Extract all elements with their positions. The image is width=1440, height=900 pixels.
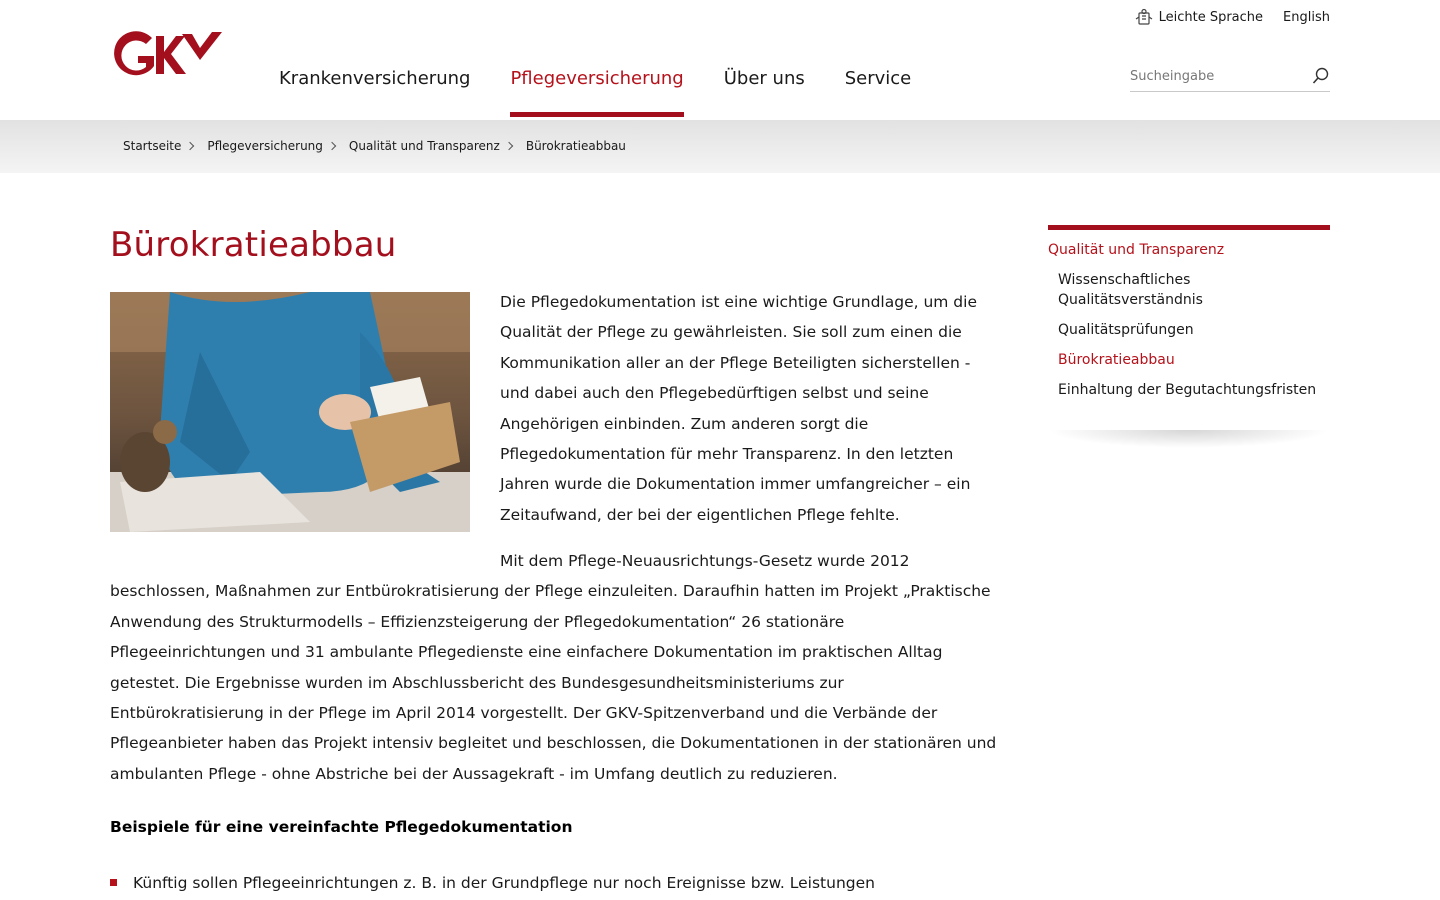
nav-service[interactable]: Service (844, 68, 912, 89)
search-icon[interactable] (1312, 67, 1330, 85)
search-box (1130, 62, 1330, 92)
chevron-right-icon (186, 142, 194, 150)
breadcrumb-qualitaet[interactable]: Qualität und Transparenz (348, 139, 500, 153)
section-nav (1048, 225, 1330, 410)
main-nav (279, 0, 911, 120)
article-image (110, 292, 470, 532)
sidebar-item-qualitaetspruefungen[interactable]: Qualitätsprüfungen (1058, 322, 1194, 338)
sidebar-item-qualitaetsverstaendnis[interactable]: Wissenschaftliches Qualitätsverständnis (1058, 272, 1203, 308)
page-title: Bürokratieabbau (110, 225, 397, 265)
search-input[interactable] (1130, 69, 1300, 84)
sidebar-item-begutachtungsfristen[interactable]: Einhaltung der Begutachtungsfristen (1058, 382, 1317, 398)
easy-language-icon (1135, 8, 1153, 26)
easy-language-link[interactable] (1135, 8, 1263, 26)
utility-nav (1135, 8, 1330, 26)
breadcrumb (123, 139, 626, 153)
nav-pflegeversicherung[interactable]: Pflegeversicherung (510, 0, 683, 120)
breadcrumb-current: Bürokratieabbau (525, 139, 626, 153)
examples-heading: Beispiele für eine vereinfachte Pflegedokumentation (110, 818, 573, 836)
nav-krankenversicherung[interactable]: Krankenversicherung (279, 68, 471, 89)
list-item-text: Künftig sollen Pflegeeinrichtungen z. B. in der Grundpflege nur noch Ereignisse bzw. Leistungen (133, 874, 875, 892)
bullet-square-icon (110, 879, 117, 886)
nav-ueber-uns[interactable]: Über uns (723, 68, 805, 89)
gkv-logo[interactable] (112, 30, 222, 80)
easy-language-label: Leichte Sprache (1158, 9, 1264, 25)
body-paragraph: Mit dem Pflege-Neuausrichtungs-Gesetz wurde 2012 beschlossen, Maßnahmen zur Entbürokratisierung der Pflege einzuleiten. Daraufhin hatten im Projekt „Praktische Anwendung des Strukturmodells – Effizienzsteigerung der Pflegedokumentation“ 26 stationäre Pflegeeinrichtungen und 31 ambulante Pflegedienste eine einfachere Dokumentation im praktischen Alltag getestet. Die Ergebnisse wurden im Abschlussbericht des Bundesgesundheitsministeriums zur Entbürokratisierung in der Pflege im April 2014 vorgestellt. Der GKV-Spitzenverband und die Verbände der Pflegeanbieter haben das Projekt intensiv begleitet und beschlossen, die Dokumentationen in der stationären und ambulanten Pflege - ohne Abstriche bei der Aussagekraft - im Umfang deutlich zu reduzieren. (110, 552, 997, 783)
list-item (110, 871, 1000, 895)
section-nav-shadow (1048, 430, 1330, 448)
chevron-right-icon (505, 142, 513, 150)
breadcrumb-bar (0, 120, 1440, 173)
breadcrumb-startseite[interactable]: Startseite (123, 139, 182, 153)
article-photo (110, 292, 470, 532)
breadcrumb-pflegeversicherung[interactable]: Pflegeversicherung (207, 139, 323, 153)
sidebar-item-buerokratieabbau[interactable]: Bürokratieabbau (1058, 352, 1175, 368)
site-header (0, 0, 1440, 120)
intro-paragraph: Die Pflegedokumentation ist eine wichtige Grundlage, um die Qualität der Pflege zu gewährleisten. Sie soll zum einen die Kommunikation aller an der Pflege Beteiligten sicherstellen - und dabei auch den Pflegebedürftigen selbst und seine Angehörigen einbinden. Zum anderen sorgt die Pflegedokumentation für mehr Transparenz. In den letzten Jahren wurde die Dokumentation immer umfangreicher – ein Zeitaufwand, der bei der eigentlichen Pflege fehlte. (500, 293, 977, 524)
english-link[interactable]: English (1283, 9, 1330, 25)
section-nav-heading[interactable]: Qualität und Transparenz (1048, 242, 1225, 258)
chevron-right-icon (328, 142, 336, 150)
